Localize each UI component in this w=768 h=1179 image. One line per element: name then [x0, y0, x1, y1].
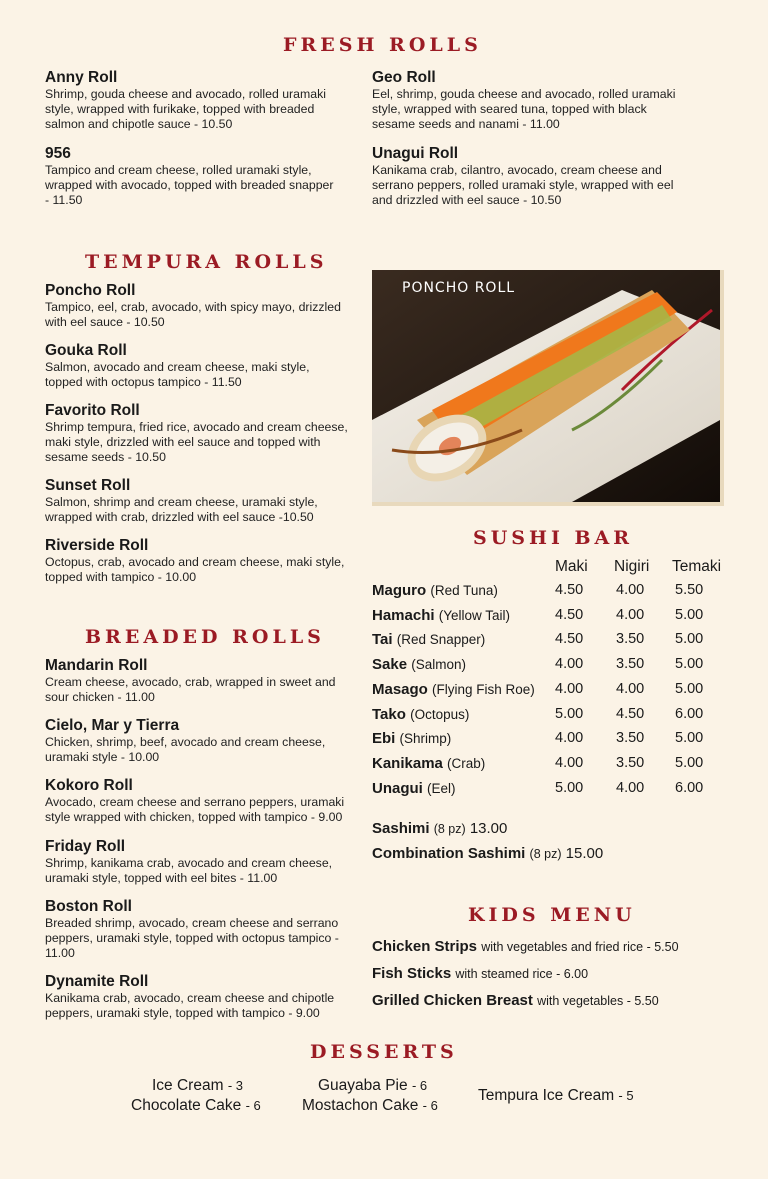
- price-nigiri: 4.00: [616, 779, 645, 796]
- price-nigiri: 3.50: [616, 631, 645, 648]
- breaded-rolls-heading: BREADED ROLLS: [85, 626, 325, 648]
- item-name: Gouka Roll: [45, 342, 127, 359]
- item-name: Geo Roll: [372, 69, 436, 86]
- item-desc: Kanikama crab, cilantro, avocado, cream cheese and serrano peppers, rolled uramaki style, wrapped with eel and drizzled with eel sauce - 10.50: [372, 163, 674, 207]
- price-temaki: 5.00: [675, 680, 704, 697]
- menu-item-mandarin-roll: [45, 657, 345, 705]
- dessert-price: - 5: [618, 1088, 634, 1103]
- sushi-row: [372, 631, 742, 653]
- price-temaki: 5.00: [675, 754, 704, 771]
- price-maki: 4.50: [555, 606, 584, 623]
- item-desc: Tampico and cream cheese, rolled uramaki style, wrapped with avocado, topped with breaded snapper - 11.50: [45, 163, 334, 207]
- sushi-translation: (Yellow Tail): [438, 607, 510, 623]
- sushi-name: Tai: [372, 631, 393, 649]
- dessert-mostachon-cake: [302, 1097, 438, 1115]
- menu-item-sunset-roll: [45, 477, 335, 525]
- item-name: Anny Roll: [45, 69, 118, 86]
- sashimi-name: Sashimi: [372, 820, 430, 837]
- sushi-roll-illustration: [372, 270, 720, 502]
- kids-menu-heading: KIDS MENU: [468, 904, 636, 926]
- item-desc: Breaded shrimp, avocado, cream cheese and serrano peppers, uramaki style, topped with octopus tampico - 11.00: [45, 916, 339, 960]
- menu-item-cielo-mar-y-tierra: [45, 717, 335, 765]
- dessert-chocolate-cake: [131, 1097, 261, 1115]
- menu-item-geo-roll: [372, 69, 682, 132]
- fresh-rolls-heading: FRESH ROLLS: [283, 34, 482, 56]
- item-name: Kokoro Roll: [45, 777, 133, 794]
- sushi-item-name: [372, 607, 510, 624]
- price-maki: 4.00: [555, 754, 584, 771]
- price-maki: 4.00: [555, 730, 584, 747]
- kids-item-desc: with vegetables - 5.50: [537, 994, 659, 1008]
- sushi-name: Sake: [372, 656, 408, 674]
- dessert-price: - 6: [411, 1078, 428, 1093]
- kids-item-name: Fish Sticks: [372, 965, 452, 982]
- sushi-name: Unagui: [372, 779, 423, 797]
- dessert-name: Chocolate Cake: [131, 1097, 242, 1114]
- price-temaki: 5.00: [675, 631, 704, 648]
- item-desc: Kanikama crab, avocado, cream cheese and chipotle peppers, uramaki style, topped with tampico - 9.00: [45, 991, 335, 1020]
- item-desc: Shrimp, kanikama crab, avocado and cream cheese, uramaki style, topped with eel bites - 11.00: [45, 856, 333, 885]
- dessert-price: - 6: [422, 1098, 438, 1113]
- dessert-price: - 3: [227, 1078, 243, 1093]
- column-header-nigiri: Nigiri: [614, 558, 650, 575]
- item-desc: Eel, shrimp, gouda cheese and avocado, rolled uramaki style, wrapped with seared tuna, topped with black sesame seeds and nanami - 11.00: [372, 87, 676, 131]
- menu-item-anny-roll: [45, 69, 335, 132]
- item-desc: Salmon, avocado and cream cheese, maki style, topped with octopus tampico - 11.50: [45, 360, 310, 389]
- item-name: Sunset Roll: [45, 477, 131, 494]
- dessert-price: - 6: [245, 1098, 261, 1113]
- price-temaki: 5.00: [675, 656, 704, 673]
- dessert-ice-cream: [152, 1077, 243, 1095]
- menu-item-boston-roll: [45, 898, 345, 961]
- sushi-row: [372, 681, 742, 703]
- sushi-name: Ebi: [372, 730, 396, 748]
- price-temaki: 5.00: [675, 606, 704, 623]
- sushi-name: Masago: [372, 680, 428, 698]
- price-temaki: 5.00: [675, 730, 704, 747]
- item-name: Dynamite Roll: [45, 973, 149, 990]
- menu-item-favorito-roll: [45, 402, 365, 465]
- combination-name: Combination Sashimi: [372, 845, 526, 862]
- sushi-item-name: [372, 582, 498, 599]
- sushi-row: [372, 582, 742, 604]
- sushi-row: [372, 730, 742, 752]
- item-desc: Chicken, shrimp, beef, avocado and cream cheese, uramaki style - 10.00: [45, 735, 326, 764]
- kids-item-desc: with steamed rice - 6.00: [455, 967, 589, 981]
- sushi-name: Kanikama: [372, 754, 443, 772]
- kids-item-chicken-strips: [372, 938, 679, 955]
- item-name: Favorito Roll: [45, 402, 140, 419]
- kids-item-fish-sticks: [372, 965, 588, 982]
- menu-item-friday-roll: [45, 838, 340, 886]
- item-desc: Shrimp tempura, fried rice, avocado and cream cheese, maki style, drizzled with eel sauce and topped with sesame seeds - 10.50: [45, 420, 348, 464]
- price-nigiri: 3.50: [616, 730, 645, 747]
- price-maki: 4.50: [555, 631, 584, 648]
- sushi-item-name: [372, 780, 456, 797]
- sushi-name: Tako: [372, 705, 406, 723]
- sushi-translation: (Flying Fish Roe): [432, 681, 535, 697]
- price-nigiri: 4.00: [616, 606, 645, 623]
- sushi-item-name: [372, 755, 485, 772]
- sushi-row: [372, 656, 742, 678]
- sushi-row: [372, 607, 742, 629]
- sushi-bar-heading: SUSHI BAR: [473, 527, 634, 549]
- item-name: Poncho Roll: [45, 282, 136, 299]
- price-temaki: 6.00: [675, 705, 704, 722]
- tempura-rolls-heading: TEMPURA ROLLS: [85, 251, 328, 273]
- sushi-item-name: [372, 631, 485, 648]
- sushi-translation: (Octopus): [410, 706, 470, 722]
- desserts-heading: DESSERTS: [310, 1041, 458, 1063]
- price-nigiri: 4.00: [616, 582, 645, 598]
- sushi-translation: (Red Snapper): [396, 632, 486, 648]
- item-desc: Tampico, eel, crab, avocado, with spicy mayo, drizzled with eel sauce - 10.50: [45, 300, 341, 329]
- sushi-item-name: [372, 681, 535, 698]
- price-maki: 4.00: [555, 656, 584, 673]
- dessert-name: Mostachon Cake: [302, 1097, 419, 1114]
- sushi-translation: (Red Tuna): [430, 583, 498, 598]
- combination-price: 15.00: [565, 845, 604, 862]
- column-header-temaki: Temaki: [672, 558, 722, 575]
- kids-item-desc: with vegetables and fried rice - 5.50: [481, 940, 679, 954]
- item-desc: Cream cheese, avocado, crab, wrapped in sweet and sour chicken - 11.00: [45, 675, 336, 704]
- dessert-guayaba-pie: [318, 1077, 427, 1095]
- item-desc: Salmon, shrimp and cream cheese, uramaki style, wrapped with crab, drizzled with eel sauce -10.50: [45, 495, 318, 524]
- sushi-item-name: [372, 706, 469, 723]
- price-temaki: 5.50: [675, 582, 704, 598]
- price-maki: 5.00: [555, 705, 584, 722]
- column-header-maki: Maki: [555, 558, 588, 575]
- item-desc: Octopus, crab, avocado and cream cheese, maki style, topped with tampico - 10.00: [45, 555, 345, 584]
- dessert-name: Tempura Ice Cream: [478, 1087, 615, 1104]
- price-temaki: 6.00: [675, 779, 704, 796]
- menu-item-gouka-roll: [45, 342, 315, 390]
- item-name: Mandarin Roll: [45, 657, 148, 674]
- sushi-row: [372, 755, 742, 777]
- sashimi-price: 13.00: [469, 820, 508, 837]
- price-maki: 5.00: [555, 779, 584, 796]
- photo-caption: PONCHO ROLL: [402, 280, 516, 296]
- combination-sashimi-line: [372, 845, 603, 862]
- dessert-tempura-ice-cream: [478, 1087, 634, 1105]
- item-name: Boston Roll: [45, 898, 132, 915]
- sushi-translation: (Crab): [447, 755, 486, 771]
- menu-item-unagui-roll: [372, 145, 682, 208]
- item-desc: Shrimp, gouda cheese and avocado, rolled uramaki style, wrapped with furikake, topped with breaded salmon and chipotle sauce - 10.50: [45, 87, 326, 131]
- sushi-row: [372, 780, 742, 802]
- menu-item-956: [45, 145, 340, 208]
- price-maki: 4.00: [555, 680, 584, 697]
- item-name: Friday Roll: [45, 838, 126, 855]
- sashimi-line: [372, 820, 507, 837]
- item-name: Cielo, Mar y Tierra: [45, 717, 180, 734]
- menu-item-dynamite-roll: [45, 973, 345, 1021]
- price-maki: 4.50: [555, 582, 584, 598]
- item-desc: Avocado, cream cheese and serrano peppers, uramaki style wrapped with chicken, topped with tampico - 9.00: [45, 795, 345, 824]
- item-name: Unagui Roll: [372, 145, 459, 162]
- price-nigiri: 4.50: [616, 705, 645, 722]
- sushi-item-name: [372, 656, 466, 673]
- dessert-name: Guayaba Pie: [318, 1077, 408, 1094]
- price-nigiri: 3.50: [616, 754, 645, 771]
- dessert-name: Ice Cream: [152, 1077, 224, 1094]
- sushi-translation: (Eel): [427, 780, 456, 796]
- item-name: Riverside Roll: [45, 537, 149, 554]
- combination-qty: (8 pz): [529, 847, 562, 861]
- poncho-roll-photo: [372, 270, 724, 506]
- menu-item-kokoro-roll: [45, 777, 350, 825]
- menu-item-poncho-roll: [45, 282, 345, 330]
- price-nigiri: 3.50: [616, 656, 645, 673]
- sushi-row: [372, 706, 742, 728]
- item-name: 956: [45, 145, 71, 162]
- sushi-name: Maguro: [372, 582, 427, 599]
- sushi-translation: (Salmon): [411, 657, 466, 673]
- sushi-item-name: [372, 730, 451, 747]
- kids-item-grilled-chicken-breast: [372, 992, 659, 1009]
- sashimi-qty: (8 pz): [433, 822, 466, 836]
- kids-item-name: Chicken Strips: [372, 938, 478, 955]
- sushi-translation: (Shrimp): [399, 731, 452, 747]
- menu-item-riverside-roll: [45, 537, 350, 585]
- price-nigiri: 4.00: [616, 680, 645, 697]
- sushi-name: Hamachi: [372, 606, 435, 624]
- kids-item-name: Grilled Chicken Breast: [372, 992, 533, 1009]
